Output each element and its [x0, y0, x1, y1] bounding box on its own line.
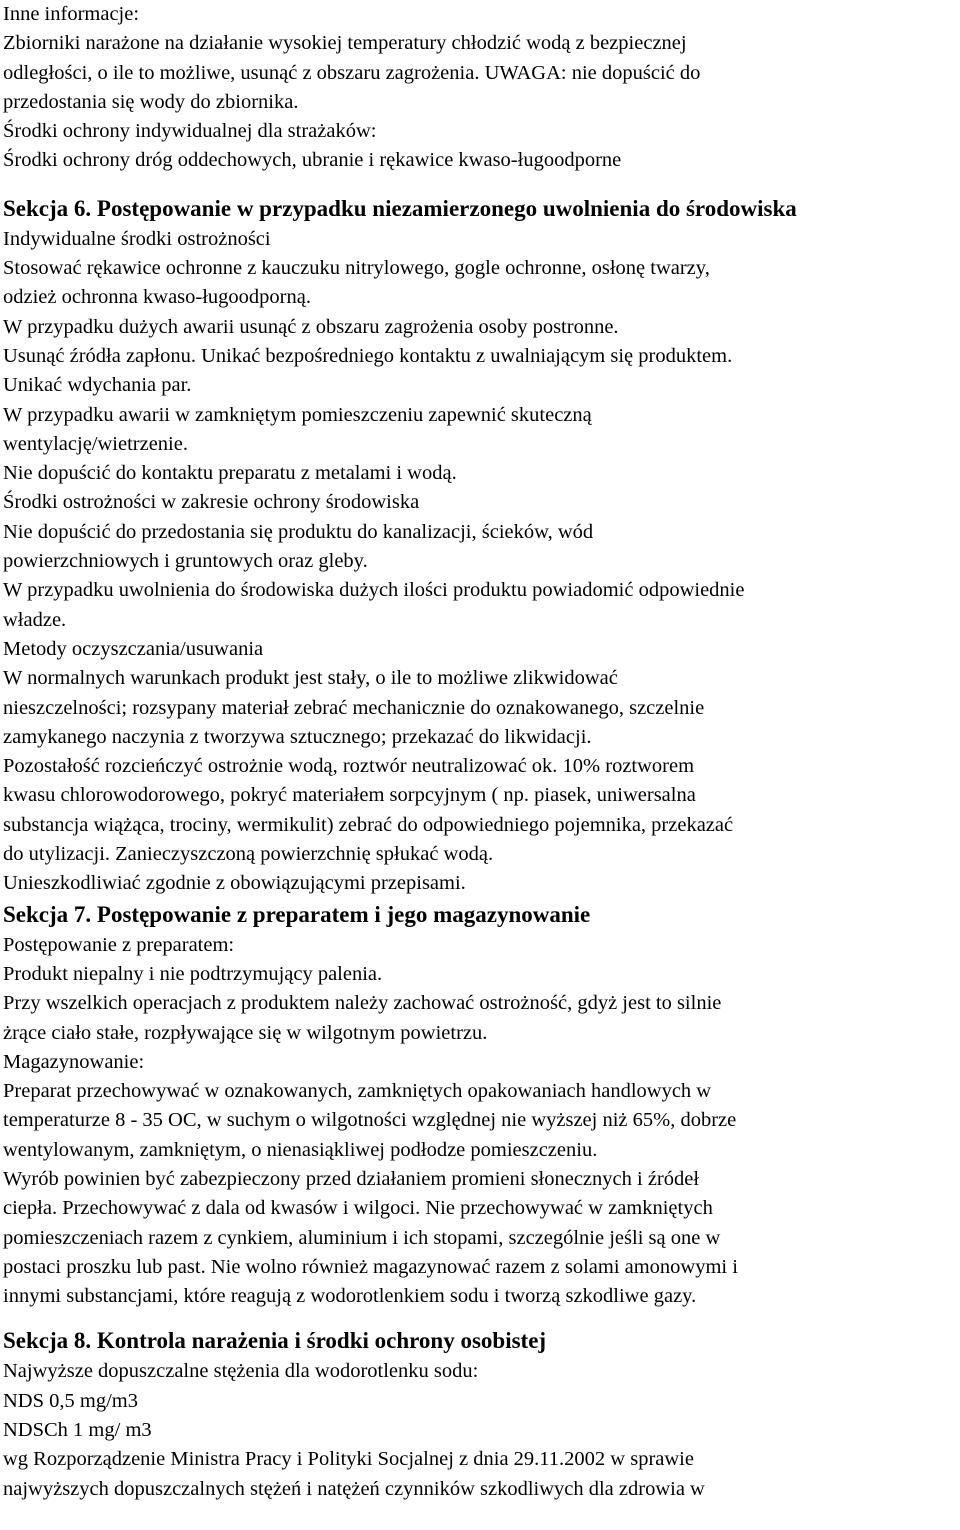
section-7-heading: Sekcja 7. Postępowanie z preparatem i jego magazynowanie	[3, 901, 591, 927]
paragraph-line: przedostania się wody do zbiornika.	[3, 90, 299, 113]
paragraph-line: nieszczelności; rozsypany materiał zebrać mechanicznie do oznakowanego, szczelnie	[3, 696, 705, 719]
paragraph-line: W przypadku awarii w zamkniętym pomieszczeniu zapewnić skuteczną	[3, 403, 592, 426]
section-6-heading: Sekcja 6. Postępowanie w przypadku niezamierzonego uwolnienia do środowiska	[3, 195, 797, 221]
section-8-heading: Sekcja 8. Kontrola narażenia i środki ochrony osobistej	[3, 1328, 547, 1354]
other-info-label: Inne informacje:	[3, 3, 140, 25]
paragraph-line: Nie dopuścić do kontaktu preparatu z metalami i wodą.	[3, 462, 457, 485]
paragraph-line: wg Rozporządzenie Ministra Pracy i Polityki Socjalnej z dnia 29.11.2002 w sprawie	[3, 1448, 694, 1471]
paragraph-line: Preparat przechowywać w oznakowanych, zamkniętych opakowaniach handlowych w	[3, 1080, 712, 1103]
paragraph-line: NDS 0,5 mg/m3	[3, 1389, 138, 1412]
paragraph-line: wentylowanym, zamkniętym, o nienasiąkliwej podłodze pomieszczeniu.	[3, 1138, 598, 1161]
paragraph-line: ciepła. Przechowywać z dala od kwasów i wilgoci. Nie przechowywać w zamkniętych	[3, 1197, 713, 1220]
paragraph-line: postaci proszku lub past. Nie wolno również magazynować razem z solami amonowymi i	[3, 1255, 738, 1278]
paragraph-line: Środki ochrony indywidualnej dla strażaków:	[3, 120, 377, 143]
paragraph-line: Wyrób powinien być zabezpieczony przed działaniem promieni słonecznych i źródeł	[3, 1167, 700, 1190]
paragraph-line: pomieszczeniach razem z cynkiem, aluminium i ich stopami, szczególnie jeśli są one w	[3, 1226, 721, 1249]
paragraph-line: NDSCh 1 mg/ m3	[3, 1419, 152, 1442]
paragraph-line: wentylację/wietrzenie.	[3, 432, 188, 455]
paragraph-line: Unikać wdychania par.	[3, 374, 192, 397]
paragraph-line: Najwyższe dopuszczalne stężenia dla wodorotlenku sodu:	[3, 1360, 479, 1383]
paragraph-line: innymi substancjami, które reagują z wodorotlenkiem sodu i tworzą szkodliwe gazy.	[3, 1285, 697, 1308]
paragraph-line: zamykanego naczynia z tworzywa sztucznego; przekazać do likwidacji.	[3, 725, 592, 748]
paragraph-line: W przypadku uwolnienia do środowiska dużych ilości produktu powiadomić odpowiednie	[3, 579, 745, 602]
section-8	[3, 1325, 957, 1503]
paragraph-line: odległości, o ile to możliwe, usunąć z obszaru zagrożenia. UWAGA: nie dopuścić do	[3, 61, 701, 84]
paragraph-line: do utylizacji. Zanieczyszczoną powierzchnię spłukać wodą.	[3, 843, 494, 866]
paragraph-line: Środki ostrożności w zakresie ochrony środowiska	[3, 491, 420, 514]
paragraph-line: Produkt niepalny i nie podtrzymujący palenia.	[3, 962, 383, 985]
paragraph-line: Zbiorniki narażone na działanie wysokiej temperatury chłodzić wodą z bezpiecznej	[3, 32, 687, 55]
section-5-tail	[3, 0, 957, 176]
section-spacer	[3, 1311, 957, 1325]
paragraph-line: Stosować rękawice ochronne z kauczuku nitrylowego, gogle ochronne, osłonę twarzy,	[3, 257, 710, 280]
paragraph-line: temperaturze 8 - 35 OC, w suchym o wilgotności względnej nie wyższej niż 65%, dobrze	[3, 1109, 737, 1132]
paragraph-line: Metody oczyszczania/usuwania	[3, 637, 264, 660]
paragraph-line: Pozostałość rozcieńczyć ostrożnie wodą, roztwór neutralizować ok. 10% roztworem	[3, 755, 695, 778]
paragraph-line: Unieszkodliwiać zgodnie z obowiązującymi przepisami.	[3, 872, 466, 895]
paragraph-line: kwasu chlorowodorowego, pokryć materiałem sorpcyjnym ( np. piasek, uniwersalna	[3, 784, 696, 807]
paragraph-line: Postępowanie z preparatem:	[3, 933, 235, 956]
paragraph-line: powierzchniowych i gruntowych oraz gleby.	[3, 550, 368, 573]
paragraph-line: Nie dopuścić do przedostania się produktu do kanalizacji, ścieków, wód	[3, 520, 594, 543]
paragraph-line: władze.	[3, 608, 67, 631]
paragraph-line: Usunąć źródła zapłonu. Unikać bezpośredniego kontaktu z uwalniającym się produktem.	[3, 344, 733, 367]
paragraph-line: żrące ciało stałe, rozpływające się w wilgotnym powietrzu.	[3, 1021, 488, 1044]
paragraph-line: odzież ochronna kwaso-ługoodporną.	[3, 286, 311, 309]
document-page	[3, 0, 957, 1504]
section-spacer	[3, 176, 957, 193]
paragraph-line: W przypadku dużych awarii usunąć z obszaru zagrożenia osoby postronne.	[3, 315, 619, 338]
paragraph-line: Indywidualne środki ostrożności	[3, 227, 271, 250]
paragraph-line: Środki ochrony dróg oddechowych, ubranie i rękawice kwaso-ługoodporne	[3, 149, 622, 172]
paragraph-line: Przy wszelkich operacjach z produktem należy zachować ostrożność, gdyż jest to silnie	[3, 992, 722, 1015]
paragraph-line: Magazynowanie:	[3, 1050, 145, 1073]
paragraph-line: najwyższych dopuszczalnych stężeń i natężeń czynników szkodliwych dla zdrowia w	[3, 1477, 705, 1500]
paragraph-line: W normalnych warunkach produkt jest stały, o ile to możliwe zlikwidować	[3, 667, 618, 690]
section-7	[3, 899, 957, 1312]
paragraph-line: substancja wiążąca, trociny, wermikulit) zebrać do odpowiedniego pojemnika, przekazać	[3, 813, 734, 836]
section-6	[3, 193, 957, 899]
